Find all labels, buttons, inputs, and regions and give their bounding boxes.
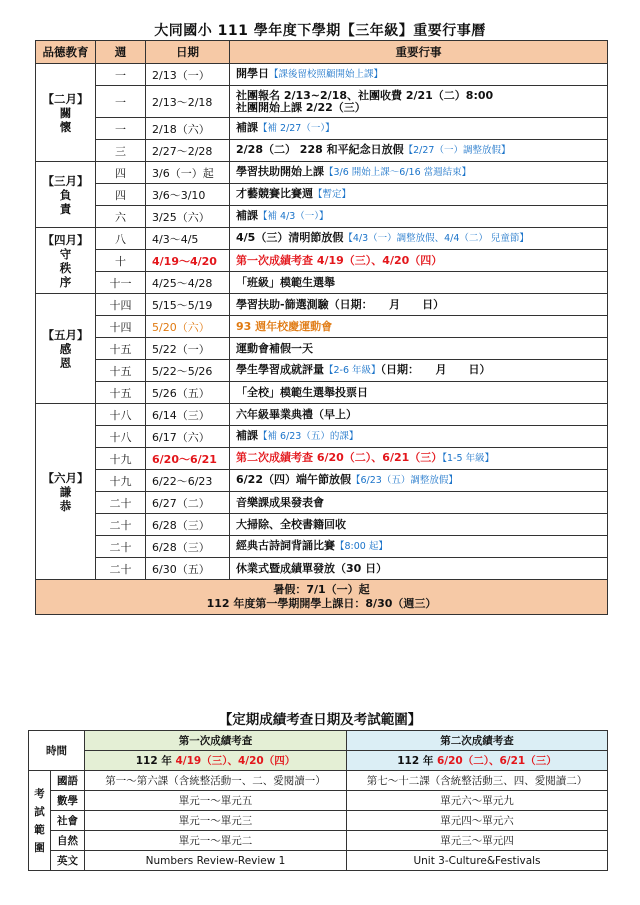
event-note: 【補 2/27（一）】 [258, 123, 335, 134]
footer-row [36, 580, 608, 615]
second-exam-scope: 第七～十二課（含統整活動三、四、愛閱讀二） [347, 771, 608, 791]
exam-scope-body [29, 771, 608, 871]
calendar-row [36, 64, 608, 86]
event-cell [230, 228, 608, 250]
date-cell: 4/3～4/5 [146, 228, 230, 250]
event-cell [230, 404, 608, 426]
exam-scope-label-char: 圍 [34, 841, 45, 854]
event-text: 音樂課成果發表會 [236, 495, 324, 509]
header-moral: 品德教育 [36, 41, 96, 64]
calendar-table [35, 40, 608, 615]
month-label-line: 懷 [59, 119, 72, 134]
event-note: 【6/23（五）調整放假】 [350, 475, 458, 486]
event-cell [230, 514, 608, 536]
calendar-row [36, 140, 608, 162]
week-cell: 十四 [96, 294, 146, 316]
exam-second-name: 第二次成績考查 [347, 731, 608, 751]
calendar-row [36, 536, 608, 558]
exam-scope-label-char: 範 [34, 823, 45, 836]
event-note: 【暫定】 [313, 189, 352, 200]
calendar-header-row [36, 41, 608, 64]
month-label-line: 恭 [59, 498, 72, 513]
exam-first-year: 112 年 [135, 755, 172, 767]
event-text: 2/28（二） 228 和平紀念日放假 [236, 143, 404, 156]
event-text: 休業式暨成績單發放（30 日） [236, 561, 388, 575]
exam-second-dates [347, 751, 608, 771]
exam-subject-row [29, 791, 608, 811]
week-cell: 十五 [96, 360, 146, 382]
event-text: 93 週年校慶運動會 [236, 319, 333, 333]
week-cell: 十五 [96, 338, 146, 360]
subject-name: 社會 [51, 811, 85, 831]
exam-subject-row [29, 811, 608, 831]
week-cell: 十一 [96, 272, 146, 294]
month-label-line: 謙 [59, 484, 72, 499]
month-label [36, 64, 96, 162]
event-text: 第一次成績考查 4/19（三）、4/20（四） [236, 253, 443, 267]
event-note: 【1-5 年級】 [442, 453, 495, 464]
date-cell: 6/20～6/21 [146, 448, 230, 470]
event-text-second-line: 社團開始上課 2/22（三） [236, 100, 366, 114]
week-cell: 十 [96, 250, 146, 272]
date-cell: 4/19～4/20 [146, 250, 230, 272]
event-text: 補課 [236, 209, 258, 222]
week-cell: 四 [96, 184, 146, 206]
month-label-line: 恩 [59, 355, 72, 370]
calendar-row [36, 184, 608, 206]
event-note: 【補 4/3（一）】 [258, 211, 329, 222]
event-note-date: （日期： 月 日） [380, 363, 491, 376]
event-text: 六年級畢業典禮（早上） [236, 407, 357, 421]
event-note: 【3/6 開始上課～6/16 當週結束】 [324, 167, 472, 178]
event-cell [230, 118, 608, 140]
event-text: 學習扶助-篩選測驗（日期： 月 日） [236, 297, 445, 311]
date-cell: 5/15～5/19 [146, 294, 230, 316]
week-cell: 十八 [96, 404, 146, 426]
month-label-line: 【四月】 [42, 232, 89, 247]
exam-title: 【定期成績考查日期及考試範圍】 [218, 712, 422, 728]
date-cell: 5/22（一） [146, 338, 230, 360]
event-note: 【8:00 起】 [335, 541, 388, 552]
calendar-row [36, 162, 608, 184]
event-cell [230, 316, 608, 338]
date-cell: 2/18（六） [146, 118, 230, 140]
event-cell [230, 360, 608, 382]
week-cell: 一 [96, 86, 146, 118]
second-exam-scope: 單元四～單元六 [347, 811, 608, 831]
exam-subject-row [29, 771, 608, 791]
exam-date-row [29, 751, 608, 771]
event-note: 【補 6/23（五）的課】 [258, 431, 359, 442]
exam-scope-label-char: 試 [34, 805, 45, 818]
week-cell: 二十 [96, 514, 146, 536]
month-label [36, 228, 96, 294]
exam-time-label: 時間 [29, 731, 85, 771]
second-exam-scope: Unit 3-Culture&Festivals [347, 851, 608, 871]
event-text: 6/22（四）端午節放假 [236, 473, 351, 486]
subject-name: 國語 [51, 771, 85, 791]
month-label-line: 守 [59, 246, 72, 261]
event-text: 補課 [236, 429, 258, 442]
date-cell: 3/6（一）起 [146, 162, 230, 184]
event-cell [230, 382, 608, 404]
event-cell [230, 492, 608, 514]
calendar-row [36, 492, 608, 514]
week-cell: 二十 [96, 536, 146, 558]
event-text: 才藝競賽比賽週 [236, 187, 313, 200]
calendar-row [36, 206, 608, 228]
summer-break: 暑假：7/1（一）起 [273, 583, 370, 596]
header-date: 日期 [146, 41, 230, 64]
calendar-body [36, 64, 608, 580]
event-cell [230, 294, 608, 316]
week-cell: 二十 [96, 492, 146, 514]
event-cell [230, 272, 608, 294]
event-cell [230, 64, 608, 86]
calendar-row [36, 294, 608, 316]
date-cell: 6/14（三） [146, 404, 230, 426]
month-label-line: 秩 [59, 260, 72, 275]
week-cell: 一 [96, 64, 146, 86]
exam-name-row [29, 731, 608, 751]
date-cell: 3/25（六） [146, 206, 230, 228]
month-label [36, 294, 96, 404]
exam-first-name: 第一次成績考查 [85, 731, 347, 751]
first-exam-scope: 單元一～單元二 [85, 831, 347, 851]
event-text: 「班級」模範生選舉 [236, 275, 335, 289]
next-term-start: 112 年度第一學期開學上課日：8/30（週三） [206, 597, 437, 610]
month-label-line: 序 [59, 274, 72, 289]
month-label [36, 404, 96, 580]
date-cell: 5/26（五） [146, 382, 230, 404]
week-cell: 三 [96, 140, 146, 162]
week-cell: 十五 [96, 382, 146, 404]
first-exam-scope: 單元一～單元五 [85, 791, 347, 811]
first-exam-scope: 單元一～單元三 [85, 811, 347, 831]
calendar-row [36, 316, 608, 338]
event-text: 開學日 [236, 67, 269, 80]
event-cell [230, 448, 608, 470]
subject-name: 英文 [51, 851, 85, 871]
week-cell: 二十 [96, 558, 146, 580]
date-cell: 3/6～3/10 [146, 184, 230, 206]
week-cell: 十九 [96, 470, 146, 492]
week-cell: 一 [96, 118, 146, 140]
event-text: 大掃除、全校書籍回收 [236, 517, 346, 531]
second-exam-scope: 單元三～單元四 [347, 831, 608, 851]
page-title: 大同國小 111 學年度下學期【三年級】重要行事曆 [154, 23, 486, 39]
first-exam-scope: Numbers Review-Review 1 [85, 851, 347, 871]
event-cell [230, 250, 608, 272]
header-week: 週 [96, 41, 146, 64]
calendar-row [36, 558, 608, 580]
calendar-row [36, 426, 608, 448]
event-cell [230, 338, 608, 360]
first-exam-scope: 第一～第六課（含統整活動一、二、愛閱讀一） [85, 771, 347, 791]
date-cell: 6/27（二） [146, 492, 230, 514]
month-label-line: 【六月】 [42, 470, 89, 485]
subject-name: 數學 [51, 791, 85, 811]
week-cell: 六 [96, 206, 146, 228]
date-cell: 6/22～6/23 [146, 470, 230, 492]
event-note: 【2-6 年級】 [324, 365, 381, 376]
calendar-row [36, 272, 608, 294]
exam-second-date-range: 6/20（二）、6/21（三） [436, 755, 557, 767]
calendar-row [36, 118, 608, 140]
calendar-row [36, 382, 608, 404]
event-note: 【2/27（一）調整放假】 [403, 145, 511, 156]
exam-scope-label [29, 771, 51, 871]
calendar-row [36, 360, 608, 382]
week-cell: 十八 [96, 426, 146, 448]
week-cell: 十四 [96, 316, 146, 338]
event-cell [230, 162, 608, 184]
date-cell: 6/30（五） [146, 558, 230, 580]
date-cell: 6/28（三） [146, 536, 230, 558]
exam-subject-row [29, 851, 608, 871]
header-events: 重要行事 [230, 41, 608, 64]
event-cell [230, 470, 608, 492]
event-cell [230, 184, 608, 206]
calendar-row [36, 228, 608, 250]
event-cell [230, 558, 608, 580]
event-text: 運動會補假一天 [236, 341, 313, 355]
date-cell: 2/13（一） [146, 64, 230, 86]
exam-subject-row [29, 831, 608, 851]
event-cell [230, 86, 608, 118]
exam-first-date-range: 4/19（三）、4/20（四） [175, 755, 296, 767]
event-text: 學習扶助開始上課 [236, 165, 324, 178]
calendar-row [36, 448, 608, 470]
month-label-line: 感 [59, 341, 72, 356]
month-label-line: 【三月】 [42, 173, 89, 188]
month-label-line: 責 [59, 201, 72, 216]
event-cell [230, 206, 608, 228]
event-text: 經典古詩詞背誦比賽 [236, 539, 335, 552]
date-cell: 4/25～4/28 [146, 272, 230, 294]
event-text: 補課 [236, 121, 258, 134]
event-note: 【課後留校照顧開始上課】 [269, 69, 384, 80]
calendar-row [36, 250, 608, 272]
date-cell: 2/13～2/18 [146, 86, 230, 118]
week-cell: 八 [96, 228, 146, 250]
month-label-line: 負 [59, 187, 72, 202]
exam-first-dates [85, 751, 347, 771]
event-cell [230, 536, 608, 558]
exam-scope-label-char: 考 [34, 787, 45, 800]
date-cell: 5/20（六） [146, 316, 230, 338]
event-cell [230, 426, 608, 448]
month-label [36, 162, 96, 228]
calendar-row [36, 514, 608, 536]
calendar-row [36, 404, 608, 426]
month-label-line: 【二月】 [42, 91, 89, 106]
exam-table [28, 730, 608, 871]
event-cell [230, 140, 608, 162]
calendar-row [36, 86, 608, 118]
footer-note [36, 580, 608, 615]
date-cell: 6/17（六） [146, 426, 230, 448]
exam-second-year: 112 年 [397, 755, 434, 767]
event-text: 第二次成績考查 6/20（二）、6/21（三） [236, 451, 443, 464]
event-text: 4/5（三）清明節放假 [236, 231, 344, 244]
month-label-line: 【五月】 [42, 327, 89, 342]
event-text: 「全校」模範生選舉投票日 [236, 385, 368, 399]
event-text: 學生學習成就評量 [236, 363, 324, 376]
week-cell: 十九 [96, 448, 146, 470]
calendar-row [36, 338, 608, 360]
date-cell: 6/28（三） [146, 514, 230, 536]
calendar-row [36, 470, 608, 492]
date-cell: 2/27～2/28 [146, 140, 230, 162]
second-exam-scope: 單元六～單元九 [347, 791, 608, 811]
subject-name: 自然 [51, 831, 85, 851]
week-cell: 四 [96, 162, 146, 184]
month-label-line: 關 [59, 105, 72, 120]
event-text: 社團報名 2/13~2/18、社團收費 2/21（二）8:00 [236, 88, 494, 102]
event-note: 【4/3（一）調整放假、4/4（二） 兒童節】 [343, 233, 529, 244]
date-cell: 5/22～5/26 [146, 360, 230, 382]
